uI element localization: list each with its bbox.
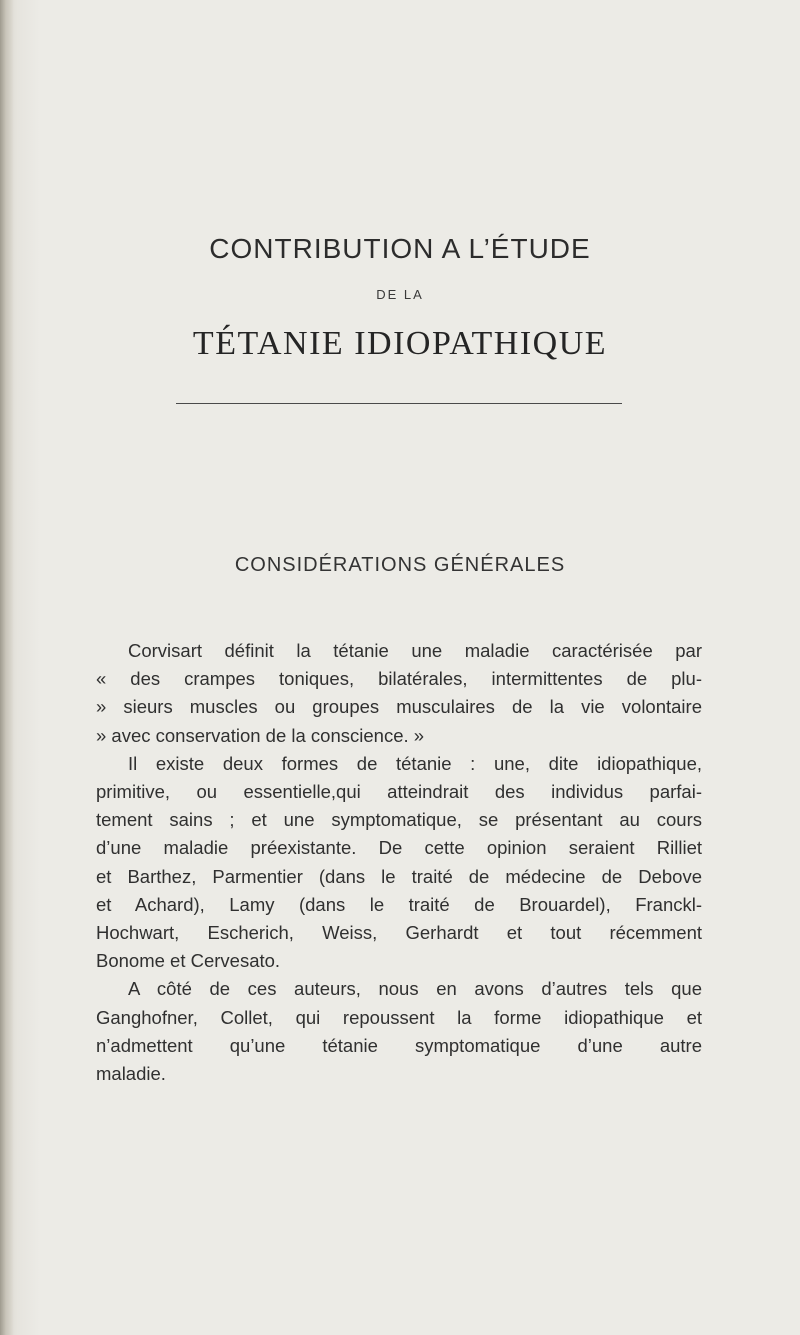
binding-edge	[0, 0, 14, 1335]
text-line: Corvisart définit la tétanie une maladie caractérisée par	[128, 640, 702, 661]
paragraph-3	[96, 975, 702, 1088]
text-line: A côté de ces auteurs, nous en avons d’autres tels que	[128, 978, 702, 1000]
paragraph-2	[96, 750, 702, 976]
title-connector: DE LA	[376, 287, 424, 302]
subject-title: TÉTANIE IDIOPATHIQUE	[192, 325, 608, 362]
paragraph-1	[96, 637, 702, 750]
text-line: maladie.	[96, 1063, 166, 1085]
text-line: Bonome et Cervesato.	[96, 950, 281, 972]
text-line: n’admettent qu’une tétanie symptomatique d’une autre	[96, 1034, 702, 1056]
text-line: Il existe deux formes de tétanie : une, dite idiopathique,	[128, 752, 702, 774]
text-line: « des crampes toniques, bilatérales, intermittentes de plu-	[96, 668, 702, 690]
text-line: » avec conservation de la conscience. »	[96, 724, 425, 746]
body-text	[96, 637, 702, 1088]
text-line: et Barthez, Parmentier (dans le traité de médecine de Debove	[96, 865, 702, 887]
title-rule	[176, 403, 622, 404]
text-line: Hochwart, Escherich, Weiss, Gerhardt et tout récemment	[96, 922, 702, 944]
text-line: et Achard), Lamy (dans le traité de Brouardel), Franckl-	[96, 893, 702, 915]
text-line: » sieurs muscles ou groupes musculaires de la vie volontaire	[96, 696, 702, 718]
text-line: tement sains ; et une symptomatique, se présentant au cours	[96, 809, 702, 831]
text-line: d’une maladie préexistante. De cette opinion seraient Rilliet	[96, 837, 702, 859]
main-title: CONTRIBUTION A L’ÉTUDE	[209, 233, 591, 264]
text-line: primitive, ou essentielle,qui atteindrait des individus parfai-	[96, 781, 702, 803]
section-title: CONSIDÉRATIONS GÉNÉRALES	[234, 554, 566, 576]
text-line: Ganghofner, Collet, qui repoussent la forme idiopathique et	[96, 1006, 702, 1028]
